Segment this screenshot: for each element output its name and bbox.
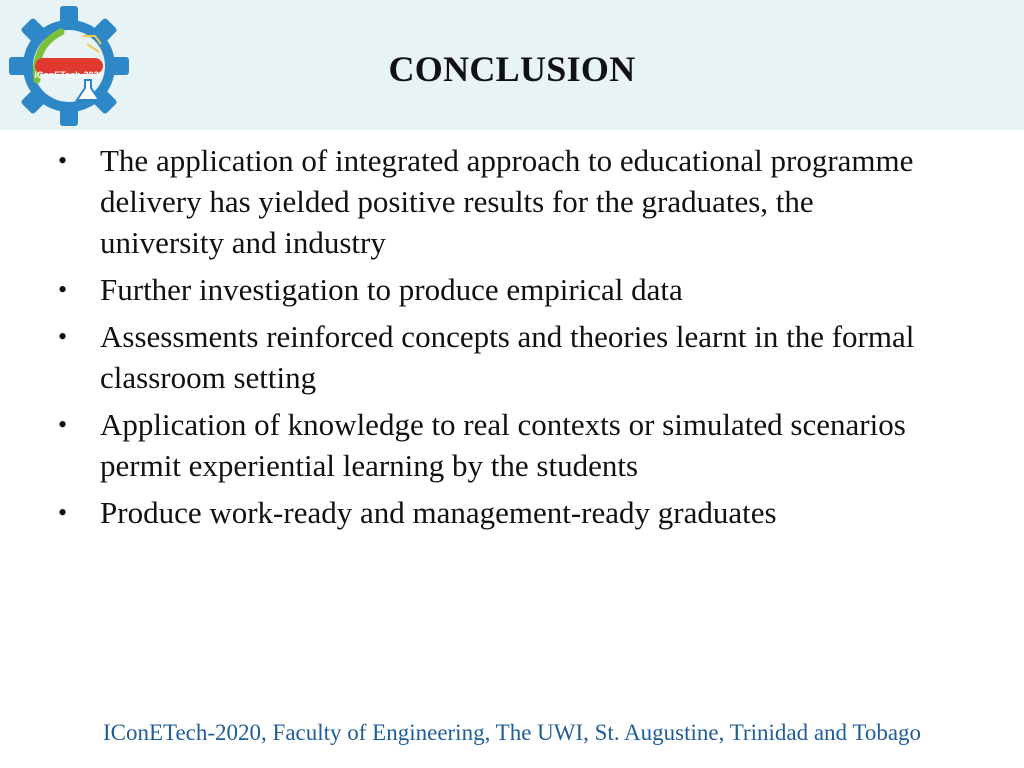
- bullet-icon: •: [58, 146, 68, 175]
- bullet-list: [58, 140, 938, 539]
- bullet-text: Produce work-ready and management-ready graduates: [100, 495, 777, 530]
- bullet-item: [58, 269, 938, 310]
- footer-text: IConETech-2020, Faculty of Engineering, The UWI, St. Augustine, Trinidad and Tobago: [102, 720, 922, 745]
- logo-text: IConETech-2020: [34, 70, 104, 80]
- bullet-icon: •: [58, 410, 68, 439]
- bullet-item: [58, 404, 938, 486]
- bullet-text: Assessments reinforced concepts and theories learnt in the formal classroom setting: [100, 319, 915, 395]
- bullet-icon: •: [58, 275, 68, 304]
- bullet-text: Further investigation to produce empirical data: [100, 272, 683, 307]
- bullet-text: The application of integrated approach to educational programme delivery has yielded positive results for the graduates, the university and industry: [100, 143, 914, 260]
- bullet-text: Application of knowledge to real contexts or simulated scenarios permit experiential learning by the students: [100, 407, 906, 483]
- bullet-item: [58, 140, 938, 263]
- bullet-item: [58, 316, 938, 398]
- bullet-icon: •: [58, 498, 68, 527]
- bullet-icon: •: [58, 322, 68, 351]
- slide-title: CONCLUSION: [388, 49, 636, 89]
- bullet-item: [58, 492, 938, 533]
